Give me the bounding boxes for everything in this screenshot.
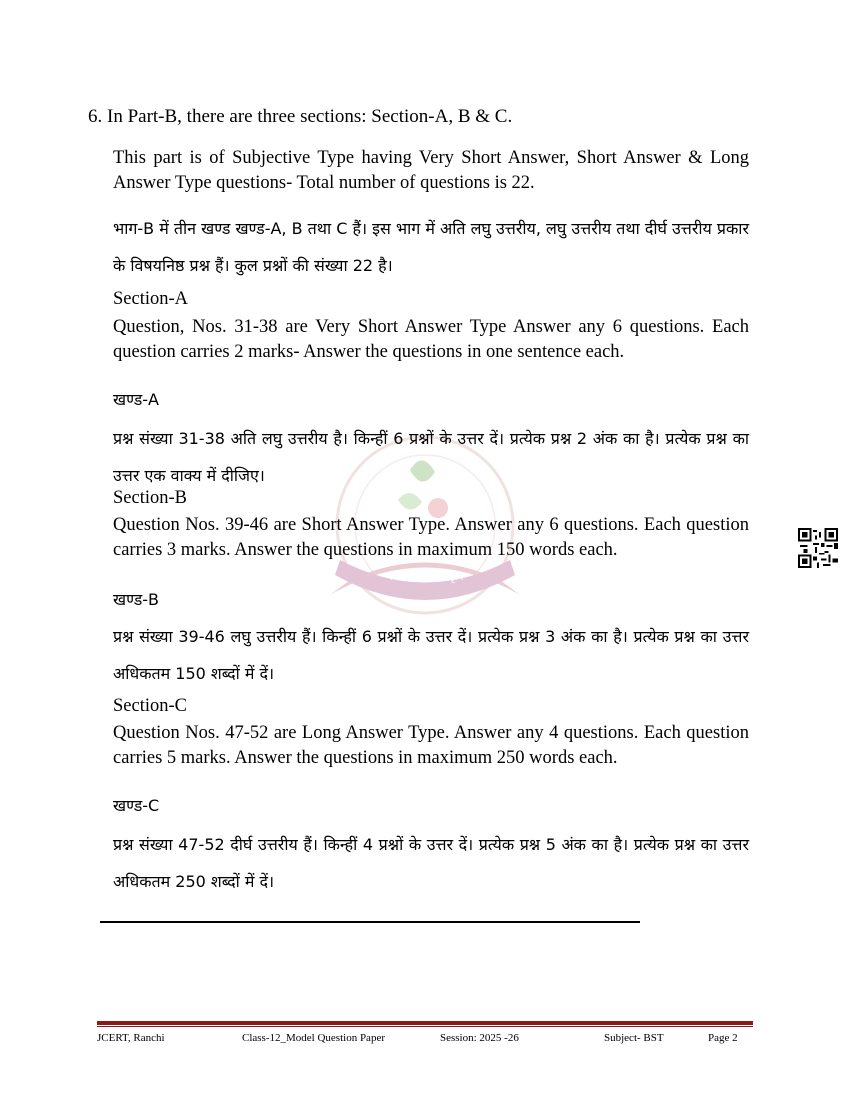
instruction-english: This part is of Subjective Type having Very Short Answer, Short Answer & Long Answer Type questions- Total number of questions is 22. [113, 148, 749, 193]
section-c-english: Question Nos. 47-52 are Long Answer Type. Answer any 4 questions. Each question carries 5 marks. Answer the questions in maximum 250 words each. [113, 723, 749, 768]
footer-rule-thin [97, 1026, 753, 1027]
watermark-motto: नवोन्मेष शोध नेतृत्व [386, 570, 464, 583]
section-c-hindi: प्रश्न संख्या 47-52 दीर्घ उत्तरीय हैं। किन्हीं 4 प्रश्नों के उत्तर दें। प्रत्येक प्रश्न 5 अंक का है। प्रत्येक प्रश्न का उत्तर अधिकतम 250 शब्दों में दें। [113, 835, 749, 891]
qr-code-icon[interactable] [798, 528, 838, 568]
instruction-heading: 6. In Part-B, there are three sections: Section-A, B & C. [88, 106, 513, 127]
footer-org: JCERT, Ranchi [97, 1032, 165, 1044]
end-divider [100, 921, 640, 923]
section-b-english: Question Nos. 39-46 are Short Answer Type. Answer any 6 questions. Each question carries 3 marks. Answer the questions in maximum 150 words each. [113, 515, 749, 560]
footer-subject: Subject- BST [604, 1032, 664, 1044]
section-a-title: Section-A [113, 289, 189, 309]
section-a-hindi-title: खण्ड-A [113, 390, 159, 409]
section-a-english: Question, Nos. 31-38 are Very Short Answer Type Answer any 6 questions. Each question carries 2 marks- Answer the questions in one sentence each. [113, 317, 749, 362]
footer-paper: Class-12_Model Question Paper [242, 1032, 385, 1044]
section-c-hindi-title: खण्ड-C [113, 796, 160, 815]
footer-page-number: Page 2 [708, 1032, 738, 1044]
footer-session: Session: 2025 -26 [440, 1032, 519, 1044]
section-c-title: Section-C [113, 696, 187, 716]
section-b-hindi: प्रश्न संख्या 39-46 लघु उत्तरीय हैं। किन्हीं 6 प्रश्नों के उत्तर दें। प्रत्येक प्रश्न 3 अंक का है। प्रत्येक प्रश्न का उत्तर अधिकतम 150 शब्दों में दें। [113, 627, 749, 683]
footer-rule-thick [97, 1021, 753, 1025]
section-a-hindi: प्रश्न संख्या 31-38 अति लघु उत्तरीय है। किन्हीं 6 प्रश्नों के उत्तर दें। प्रत्येक प्रश्न 2 अंक का है। प्रत्येक प्रश्न का उत्तर एक वाक्य में दीजिए। [113, 429, 749, 485]
section-b-hindi-title: खण्ड-B [113, 590, 159, 609]
section-b-title: Section-B [113, 488, 187, 508]
instruction-hindi: भाग-B में तीन खण्ड खण्ड-A, B तथा C हैं। इस भाग में अति लघु उत्तरीय, लघु उत्तरीय तथा दीर्घ उत्तरीय प्रकार के विषयनिष्ठ प्रश्न हैं। कुल प्रश्नों की संख्या 22 है। [113, 219, 749, 275]
